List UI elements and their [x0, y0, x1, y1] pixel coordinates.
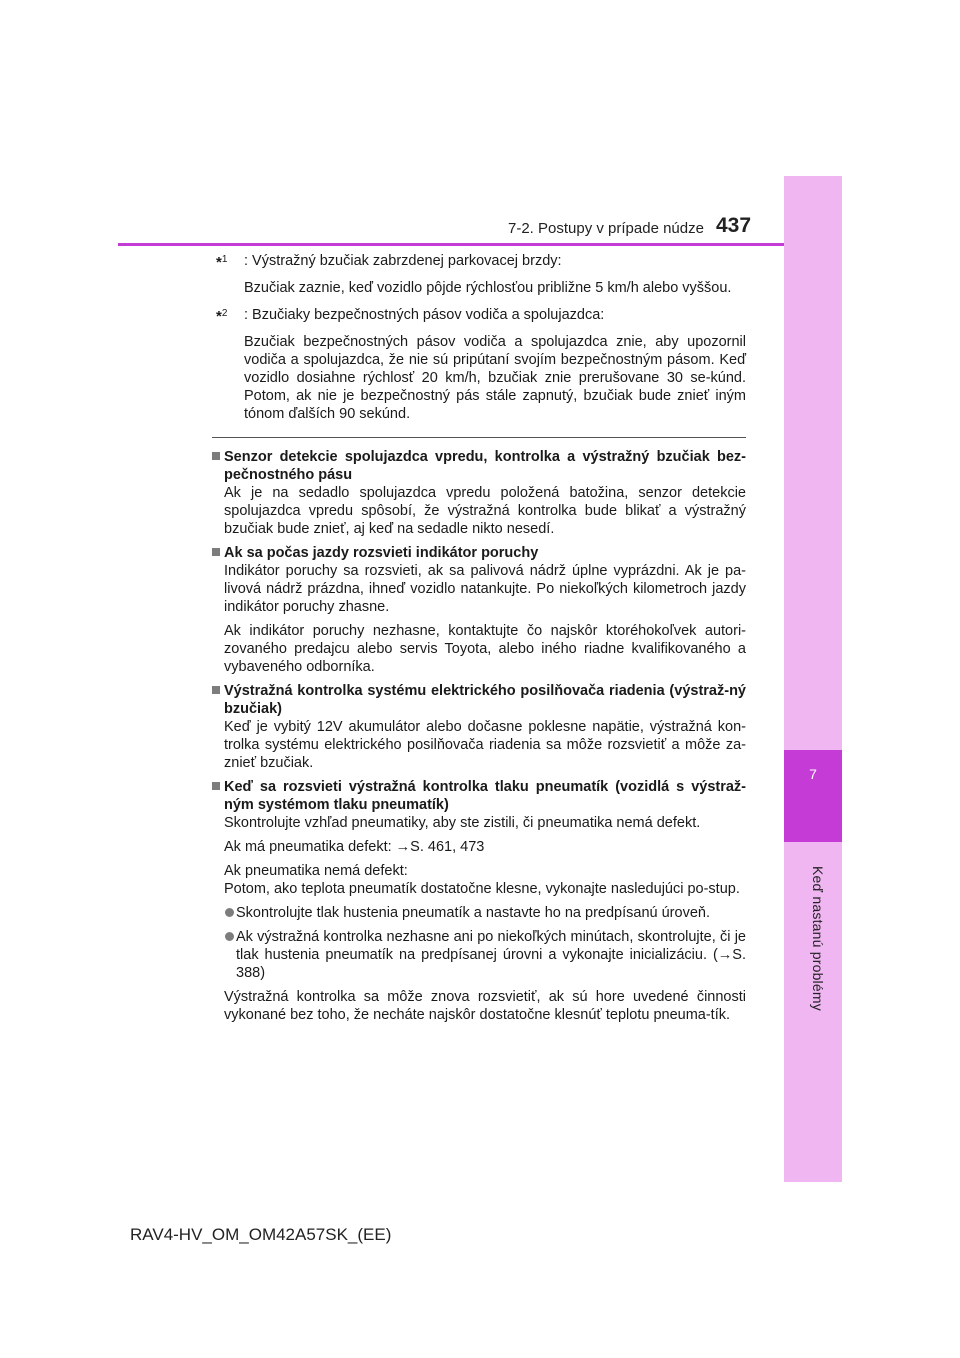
round-bullet-icon: [225, 908, 234, 917]
list-item: Ak výstražná kontrolka nezhasne ani po niekoľkých minútach, skontrolujte, či je tlak hustenia pneumatík na predpísanej úrovni a vykonajte inicializáciu. (→S. 388): [212, 928, 746, 982]
document-code-footer: RAV4-HV_OM_OM42A57SK_(EE): [130, 1225, 392, 1244]
section-heading: Výstražná kontrolka systému elektrického posilňovača riadenia (výstraž-ný bzučiak): [212, 682, 746, 718]
paragraph: Skontrolujte vzhľad pneumatiky, aby ste zistili, či pneumatika nemá defekt.: [224, 815, 701, 831]
square-bullet-icon: [212, 548, 220, 556]
square-bullet-icon: [212, 452, 220, 460]
chapter-side-tab: [784, 176, 842, 1182]
page-content: [212, 252, 746, 1024]
section-heading: Senzor detekcie spolujazdca vpredu, kontrolka a výstražný bzučiak bez-pečnostného pásu: [212, 448, 746, 484]
footnote-1-body: Bzučiak zaznie, keď vozidlo pôjde rýchlosťou približne 5 km/h alebo vyššou.: [244, 280, 732, 296]
paragraph: Výstražná kontrolka sa môže znova rozsvietiť, ak sú hore uvedené činnosti vykonané bez toho, že necháte najskôr dostatočne klesnúť teplotu pneuma-tík.: [224, 989, 746, 1023]
footnote-2-body: Bzučiak bezpečnostných pásov vodiča a spolujazdca znie, aby upozornil vodiča a spolujazdca, že nie sú pripútaní svojím bezpečnostným pásom. Keď vozidlo dosiahne rýchlosť 20 km/h, bzučiak znie prerušovane 30 se-kúnd. Potom, ak nie je bezpečnostný pás stále zapnutý, bzučiak bude znieť iným tónom ďalších 90 sekúnd.: [244, 334, 746, 422]
paragraph: Ak má pneumatika defekt: →S. 461, 473: [224, 839, 485, 855]
paragraph: Ak je na sedadlo spolujazdca vpredu položená batožina, senzor detekcie spolujazdca vpredu spôsobí, že výstražná kontrolka bude blikať a výstražný bzučiak bude znieť, aj keď na sedadle nikto nesedí.: [224, 485, 746, 537]
footnote-1-title: *$^1$ : Výstražný bzučiak zabrzdenej parkovacej brzdy:: [216, 253, 562, 271]
section-heading: Ak sa počas jazdy rozsvieti indikátor poruchy: [212, 544, 746, 562]
section-header: 7-2. Postupy v prípade núdze: [508, 220, 704, 237]
square-bullet-icon: [212, 686, 220, 694]
page-number: 437: [716, 214, 752, 237]
square-bullet-icon: [212, 782, 220, 790]
paragraph: Indikátor poruchy sa rozsvieti, ak sa palivová nádrž úplne vyprázdni. Ak je pa-livová nádrž prázdna, ihneď vozidlo natankujte. Po niekoľkých kilometroch jazdy indikátor poruchy zhasne.: [224, 563, 746, 615]
chapter-number: 7: [809, 766, 817, 782]
section-heading: Keď sa rozsvieti výstražná kontrolka tlaku pneumatík (vozidlá s výstraž-ným systémom tlaku pneumatík): [212, 778, 746, 814]
round-bullet-icon: [225, 932, 234, 941]
chapter-title: Keď nastanú problémy: [810, 866, 826, 1011]
footnote-marker: *$^1$: [216, 254, 228, 271]
chapter-number-box: [784, 750, 842, 842]
footnote-2-title: *$^2$ : Bzučiaky bezpečnostných pásov vodiča a spolujazdca:: [216, 307, 605, 325]
section-divider: [212, 437, 746, 438]
paragraph: Ak indikátor poruchy nezhasne, kontaktujte čo najskôr ktoréhokoľvek autori-zovaného predajcu alebo servis Toyota, alebo iného riadne kvalifikovaného a vybaveného odborníka.: [224, 623, 746, 675]
paragraph: Potom, ako teplota pneumatík dostatočne klesne, vykonajte nasledujúci po-stup.: [224, 881, 740, 897]
list-item: Skontrolujte tlak hustenia pneumatík a nastavte ho na predpísanú úroveň.: [212, 904, 746, 922]
paragraph: Ak pneumatika nemá defekt:: [224, 863, 408, 879]
footnote-marker: *$^2$: [216, 308, 228, 325]
paragraph: Keď je vybitý 12V akumulátor alebo dočasne poklesne napätie, výstražná kon-trolka systému elektrického posilňovača riadenia sa môže rozsvietiť a môže za-znieť bzučiak.: [224, 719, 746, 771]
header-rule: [118, 243, 784, 246]
